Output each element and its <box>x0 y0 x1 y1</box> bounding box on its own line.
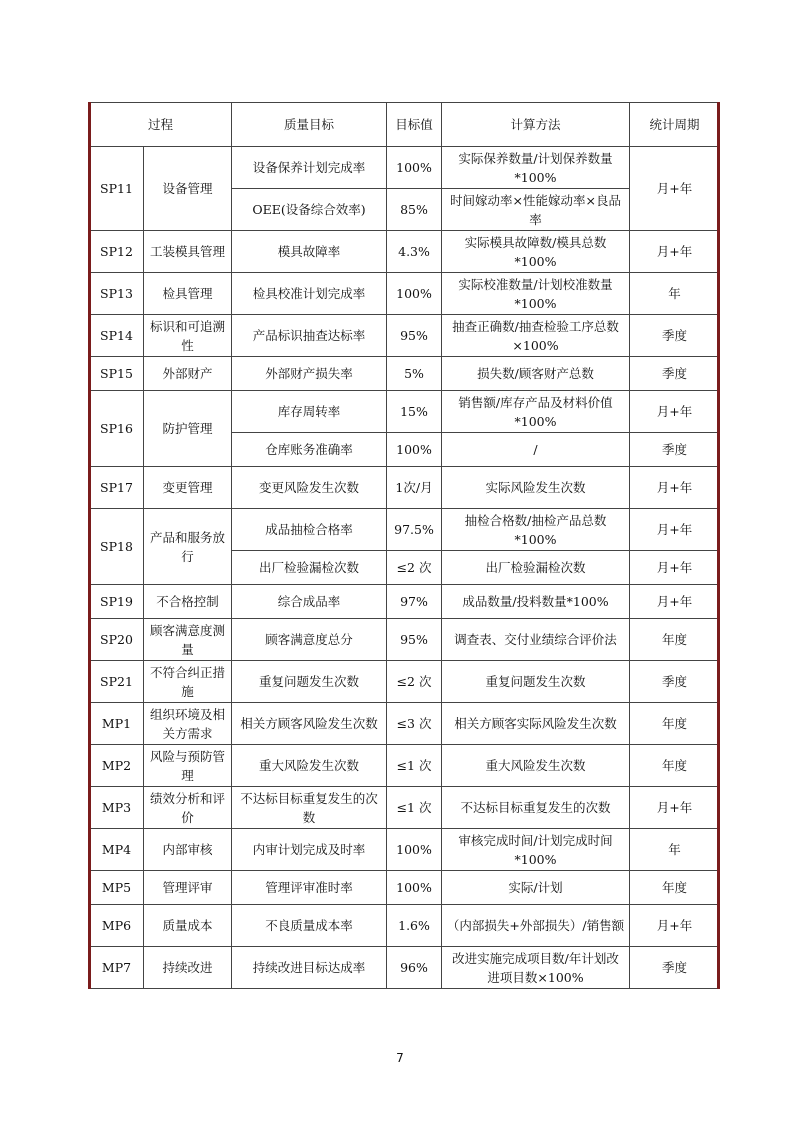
quality-objectives-table <box>89 102 720 989</box>
process-code: SP12 <box>90 231 144 273</box>
statistic-period: 年度 <box>630 703 720 745</box>
process-name: 绩效分析和评价 <box>144 787 232 829</box>
target-value: 1.6% <box>387 905 442 947</box>
target-value: 100% <box>387 433 442 467</box>
statistic-period: 季度 <box>630 315 720 357</box>
quality-goal: 设备保养计划完成率 <box>232 147 387 189</box>
target-value: 4.3% <box>387 231 442 273</box>
table-row <box>90 787 720 829</box>
calculation-method: 出厂检验漏检次数 <box>442 551 630 585</box>
process-code: MP5 <box>90 871 144 905</box>
target-value: 100% <box>387 273 442 315</box>
table-row <box>90 947 720 989</box>
process-code: SP21 <box>90 661 144 703</box>
process-name: 管理评审 <box>144 871 232 905</box>
calculation-method: 实际校准数量/计划校准数量*100% <box>442 273 630 315</box>
target-value: 100% <box>387 147 442 189</box>
statistic-period: 季度 <box>630 661 720 703</box>
quality-goal: 相关方顾客风险发生次数 <box>232 703 387 745</box>
statistic-period: 月+年 <box>630 147 720 231</box>
process-name: 组织环境及相关方需求 <box>144 703 232 745</box>
target-value: 97% <box>387 585 442 619</box>
process-name: 不符合纠正措施 <box>144 661 232 703</box>
calculation-method: 实际模具故障数/模具总数*100% <box>442 231 630 273</box>
process-code: MP7 <box>90 947 144 989</box>
process-name: 持续改进 <box>144 947 232 989</box>
calculation-method: 审核完成时间/计划完成时间*100% <box>442 829 630 871</box>
quality-goal: 成品抽检合格率 <box>232 509 387 551</box>
table-row <box>90 829 720 871</box>
table-row <box>90 585 720 619</box>
table-row <box>90 467 720 509</box>
process-code: SP17 <box>90 467 144 509</box>
calculation-method: 成品数量/投料数量*100% <box>442 585 630 619</box>
process-code: MP6 <box>90 905 144 947</box>
quality-goal: 顾客满意度总分 <box>232 619 387 661</box>
quality-goal: 外部财产损失率 <box>232 357 387 391</box>
quality-goal: 不良质量成本率 <box>232 905 387 947</box>
statistic-period: 月+年 <box>630 391 720 433</box>
process-code: MP2 <box>90 745 144 787</box>
statistic-period: 月+年 <box>630 585 720 619</box>
process-code: SP19 <box>90 585 144 619</box>
header-calculation-method: 计算方法 <box>442 103 630 147</box>
process-code: MP4 <box>90 829 144 871</box>
quality-objectives-table-wrapper <box>89 102 719 989</box>
page-number: 7 <box>396 1051 404 1065</box>
quality-goal: 库存周转率 <box>232 391 387 433</box>
target-value: 15% <box>387 391 442 433</box>
calculation-method: （内部损失+外部损失）/销售额 <box>442 905 630 947</box>
statistic-period: 年度 <box>630 871 720 905</box>
calculation-method: 实际风险发生次数 <box>442 467 630 509</box>
table-row <box>90 391 720 433</box>
process-code: SP18 <box>90 509 144 585</box>
target-value: 96% <box>387 947 442 989</box>
calculation-method: 销售额/库存产品及材料价值*100% <box>442 391 630 433</box>
statistic-period: 月+年 <box>630 551 720 585</box>
statistic-period: 月+年 <box>630 787 720 829</box>
target-value: 95% <box>387 619 442 661</box>
table-row <box>90 315 720 357</box>
statistic-period: 月+年 <box>630 905 720 947</box>
calculation-method: 损失数/顾客财产总数 <box>442 357 630 391</box>
process-name: 质量成本 <box>144 905 232 947</box>
process-name: 不合格控制 <box>144 585 232 619</box>
process-name: 工装模具管理 <box>144 231 232 273</box>
quality-goal: 变更风险发生次数 <box>232 467 387 509</box>
header-row <box>90 103 720 147</box>
table-row <box>90 703 720 745</box>
table-row <box>90 509 720 551</box>
calculation-method: 时间嫁动率×性能嫁动率×良品率 <box>442 189 630 231</box>
table-row <box>90 357 720 391</box>
calculation-method: 实际/计划 <box>442 871 630 905</box>
table-row <box>90 231 720 273</box>
quality-goal: 检具校准计划完成率 <box>232 273 387 315</box>
statistic-period: 月+年 <box>630 231 720 273</box>
target-value: ≤2 次 <box>387 661 442 703</box>
quality-goal: 管理评审准时率 <box>232 871 387 905</box>
process-code: SP16 <box>90 391 144 467</box>
process-name: 检具管理 <box>144 273 232 315</box>
statistic-period: 月+年 <box>630 509 720 551</box>
calculation-method: 实际保养数量/计划保养数量*100% <box>442 147 630 189</box>
process-name: 风险与预防管理 <box>144 745 232 787</box>
process-code: SP20 <box>90 619 144 661</box>
quality-goal: 重复问题发生次数 <box>232 661 387 703</box>
calculation-method: 不达标目标重复发生的次数 <box>442 787 630 829</box>
table-row <box>90 905 720 947</box>
calculation-method: 抽查正确数/抽查检验工序总数×100% <box>442 315 630 357</box>
calculation-method: 调查表、交付业绩综合评价法 <box>442 619 630 661</box>
target-value: 97.5% <box>387 509 442 551</box>
calculation-method: 重复问题发生次数 <box>442 661 630 703</box>
quality-goal: 内审计划完成及时率 <box>232 829 387 871</box>
target-value: ≤1 次 <box>387 745 442 787</box>
header-process: 过程 <box>90 103 232 147</box>
target-value: 5% <box>387 357 442 391</box>
process-code: SP15 <box>90 357 144 391</box>
target-value: ≤3 次 <box>387 703 442 745</box>
process-name: 防护管理 <box>144 391 232 467</box>
table-row <box>90 871 720 905</box>
target-value: 95% <box>387 315 442 357</box>
target-value: 85% <box>387 189 442 231</box>
quality-goal: 仓库账务准确率 <box>232 433 387 467</box>
process-name: 变更管理 <box>144 467 232 509</box>
statistic-period: 年 <box>630 273 720 315</box>
statistic-period: 年度 <box>630 619 720 661</box>
calculation-method: 相关方顾客实际风险发生次数 <box>442 703 630 745</box>
statistic-period: 季度 <box>630 947 720 989</box>
calculation-method: / <box>442 433 630 467</box>
process-code: MP1 <box>90 703 144 745</box>
process-name: 产品和服务放行 <box>144 509 232 585</box>
table-row <box>90 661 720 703</box>
target-value: 100% <box>387 829 442 871</box>
statistic-period: 年度 <box>630 745 720 787</box>
table-row <box>90 273 720 315</box>
target-value: ≤1 次 <box>387 787 442 829</box>
process-name: 标识和可追溯性 <box>144 315 232 357</box>
process-name: 顾客满意度测量 <box>144 619 232 661</box>
process-name: 内部审核 <box>144 829 232 871</box>
process-name: 设备管理 <box>144 147 232 231</box>
calculation-method: 抽检合格数/抽检产品总数*100% <box>442 509 630 551</box>
quality-goal: 重大风险发生次数 <box>232 745 387 787</box>
table-row <box>90 619 720 661</box>
target-value: ≤2 次 <box>387 551 442 585</box>
target-value: 1次/月 <box>387 467 442 509</box>
quality-goal: OEE(设备综合效率) <box>232 189 387 231</box>
calculation-method: 重大风险发生次数 <box>442 745 630 787</box>
process-name: 外部财产 <box>144 357 232 391</box>
target-value: 100% <box>387 871 442 905</box>
table-row <box>90 147 720 189</box>
process-code: SP13 <box>90 273 144 315</box>
statistic-period: 月+年 <box>630 467 720 509</box>
statistic-period: 季度 <box>630 433 720 467</box>
table-row <box>90 745 720 787</box>
process-code: MP3 <box>90 787 144 829</box>
statistic-period: 年 <box>630 829 720 871</box>
quality-goal: 持续改进目标达成率 <box>232 947 387 989</box>
header-target-value: 目标值 <box>387 103 442 147</box>
header-statistic-period: 统计周期 <box>630 103 720 147</box>
header-quality-goal: 质量目标 <box>232 103 387 147</box>
process-code: SP11 <box>90 147 144 231</box>
quality-goal: 出厂检验漏检次数 <box>232 551 387 585</box>
statistic-period: 季度 <box>630 357 720 391</box>
quality-goal: 产品标识抽查达标率 <box>232 315 387 357</box>
quality-goal: 不达标目标重复发生的次数 <box>232 787 387 829</box>
calculation-method: 改进实施完成项目数/年计划改进项目数×100% <box>442 947 630 989</box>
quality-goal: 综合成品率 <box>232 585 387 619</box>
process-code: SP14 <box>90 315 144 357</box>
quality-goal: 模具故障率 <box>232 231 387 273</box>
